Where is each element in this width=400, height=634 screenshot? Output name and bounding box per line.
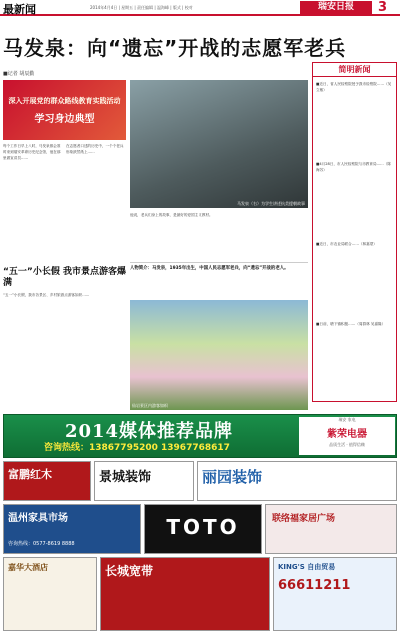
- ad-kings-phone: 66611211: [278, 578, 351, 593]
- campaign-banner-image: [3, 80, 126, 140]
- ad-furniture-market: [3, 504, 141, 554]
- brief-item: ■近日，省人民检察院授予我市检察院……（吴立敏）: [316, 82, 392, 92]
- brief-item: ■近日，市农业局联合……（林嘉蒙）: [316, 242, 377, 246]
- brief-news-sidebar: [312, 62, 397, 402]
- main-headline: 马发泉：向“遗忘”开战的志愿军老兵: [3, 36, 347, 60]
- ad-broadband-title: 长城宽带: [105, 564, 154, 578]
- ad-appliance-label: 瑞安 家电: [338, 417, 356, 422]
- brief-item: ■日前，塘下镇积极……（周群林 吴嘉隆）: [316, 322, 386, 326]
- ad-hotel-title: 嘉华大酒店: [8, 563, 48, 572]
- page-number: 3: [378, 0, 388, 15]
- ad-kings-title: KING'S 自由贸易: [278, 563, 336, 571]
- ad-home-plaza-title: 联络福家居广场: [272, 514, 336, 524]
- tourist-photo-caption: 仙岩景区内游客如织: [132, 403, 168, 408]
- byline: ■记者 胡辰勤: [3, 71, 35, 77]
- ad-mahogany-title: 富鹏红木: [8, 468, 52, 481]
- ad-jingcheng-title: 景城装饰: [99, 470, 152, 485]
- banner-top-text: 深入开展党的群众路线教育实践活动: [8, 97, 121, 105]
- ad-banner-title: 2014媒体推荐品牌: [64, 421, 234, 442]
- ad-banner-phone: 咨询热线：13867795200 13967768617: [44, 443, 230, 453]
- ad-appliance-brand: 紫荣电器: [327, 429, 367, 440]
- ad-liyuan-title: 丽园装饰: [202, 468, 263, 486]
- ad-toto: [144, 504, 262, 554]
- sidebar-title: 简明新闻: [313, 63, 396, 77]
- article-column-1: 每个工作日早上八时，马发泉都会准时来到瑞安革命历史纪念馆，他在那里做宣讲员……: [3, 144, 61, 160]
- ad-furniture-phone: 咨询热线：0577-8619 8888: [8, 541, 75, 547]
- profile-box: 人物简介：马发泉，1935年出生，中国人民志愿军老兵，向“遗忘”开战的老人。: [130, 262, 308, 302]
- ad-kings: [273, 557, 397, 631]
- ad-liyuan: [197, 461, 397, 501]
- newspaper-masthead: 瑞安日报: [300, 1, 372, 14]
- ad-appliance-slogan: 品质生活 · 值得信赖: [329, 442, 365, 447]
- veteran-photo: [130, 80, 308, 208]
- holiday-news-title: “五一”小长假 我市景点游客爆满: [3, 267, 126, 288]
- ad-hotel: [3, 557, 97, 631]
- ad-furniture-title: 温州家具市场: [8, 513, 68, 524]
- article-column-2: 在志愿者口述的历史中，一个个老兵形象跃然纸上……: [66, 144, 124, 154]
- ad-broadband: [100, 557, 270, 631]
- ad-jingcheng: [94, 461, 194, 501]
- photo-caption: 马发泉（右）为学生讲述抗美援朝故事: [237, 201, 305, 206]
- ad-banner: [3, 414, 397, 458]
- dateline: 2014年4月4日 | 星期五 | 责任编辑 | 温海峰 | 版式 | 校对: [90, 5, 193, 10]
- ad-appliance: [299, 417, 395, 455]
- ad-home-plaza: [265, 504, 397, 554]
- banner-title: 学习身边典型: [34, 114, 95, 125]
- brief-item: ■4月28日，市人民检察院与市教育局……（陈海苏）: [316, 162, 391, 172]
- section-label: 最新闻: [3, 3, 36, 16]
- ad-toto-logo: TOTO: [166, 515, 240, 539]
- tourist-photo: [130, 300, 308, 410]
- article-column-3: 他说，老兵们身上的故事，是最好的爱国主义教材。: [130, 213, 213, 217]
- holiday-news-text: “五一”小长假，我市各景区、乡村旅游点游客如织……: [3, 293, 90, 297]
- ad-mahogany: [3, 461, 91, 501]
